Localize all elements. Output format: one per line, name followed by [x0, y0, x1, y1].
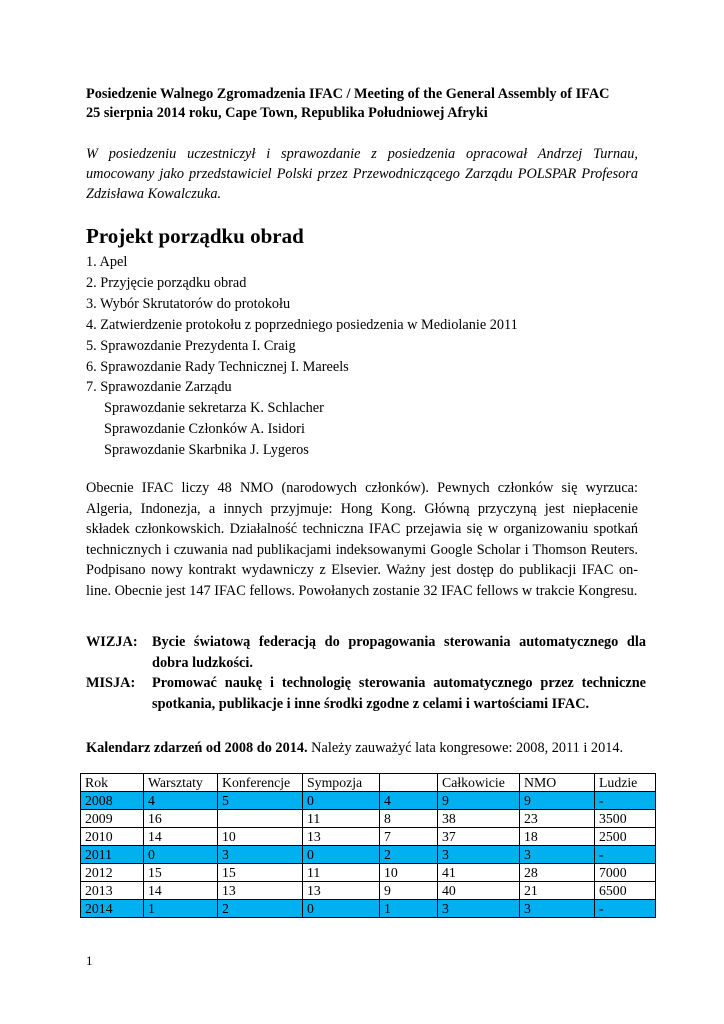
column-header: Warsztaty — [144, 774, 218, 792]
agenda-subitem: Sprawozdanie Skarbnika J. Lygeros — [104, 442, 309, 459]
table-cell: 9 — [520, 792, 595, 810]
table-cell: 7000 — [595, 864, 656, 882]
vision-text: Bycie światową federacją do propagowania sterowania automatycznego dla dobra ludzkości. — [152, 634, 646, 671]
table-cell: 3 — [520, 900, 595, 918]
table-cell: 2014 — [81, 900, 144, 918]
table-cell: 3 — [520, 846, 595, 864]
calendar-note: Należy zauważyć lata kongresowe: 2008, 2011 i 2014. — [307, 740, 624, 756]
table-cell: 2 — [380, 846, 438, 864]
table-cell: 0 — [303, 900, 380, 918]
table-cell: 0 — [303, 846, 380, 864]
table-cell: 9 — [380, 882, 438, 900]
table-cell: 2008 — [81, 792, 144, 810]
table-cell: 14 — [144, 882, 218, 900]
table-cell: 10 — [218, 828, 303, 846]
table-cell: 11 — [303, 864, 380, 882]
mission-label: MISJA: — [86, 675, 136, 691]
table-cell: 0 — [144, 846, 218, 864]
table-cell: 11 — [303, 810, 380, 828]
table-cell: 4 — [144, 792, 218, 810]
column-header: NMO — [520, 774, 595, 792]
column-header: Całkowicie — [438, 774, 520, 792]
table-cell: 3 — [438, 846, 520, 864]
table-cell: 2013 — [81, 882, 144, 900]
ifac-status-paragraph: Obecnie IFAC liczy 48 NMO (narodowych członków). Pewnych członków się wyrzuca: Algeria, Indonezja, a innych przyjmuje: Hong Kong. Główną przyczyną jest niepłacenie składek członkowskich. Działalność techniczna IFAC przejawia się w organizowaniu spotkań technicznych i czuwania nad publikacjami indeksowanymi Google Scholar i Thomson Reuters. Podpisano nowy kontrakt wydawniczy z Elsevier. Ważny jest dostęp do publikacji IFAC on-line. Obecnie jest 147 IFAC fellows. Powołanych zostanie 32 IFAC fellows w trakcie Kongresu. — [86, 480, 638, 599]
table-cell: 3500 — [595, 810, 656, 828]
column-header: Rok — [81, 774, 144, 792]
agenda-item: 3. Wybór Skrutatorów do protokołu — [86, 295, 291, 312]
column-header: Ludzie — [595, 774, 656, 792]
table-cell: 3 — [438, 900, 520, 918]
mission-row — [86, 673, 646, 714]
table-cell: 9 — [438, 792, 520, 810]
table-cell: 1 — [380, 900, 438, 918]
table-cell: 14 — [144, 828, 218, 846]
table-cell: 41 — [438, 864, 520, 882]
table-header-row — [81, 774, 656, 792]
column-header — [380, 774, 438, 792]
agenda-subitem: Sprawozdanie sekretarza K. Schlacher — [104, 400, 324, 417]
table-cell: 2010 — [81, 828, 144, 846]
table-cell: 2011 — [81, 846, 144, 864]
table-row — [81, 792, 656, 810]
table-cell: 13 — [218, 882, 303, 900]
table-row — [81, 900, 656, 918]
table-cell: 13 — [303, 882, 380, 900]
agenda-item: 1. Apel — [86, 254, 128, 270]
table-row — [81, 810, 656, 828]
table-row — [81, 846, 656, 864]
column-header: Sympozja — [303, 774, 380, 792]
agenda-subitem: Sprawozdanie Członków A. Isidori — [104, 421, 305, 438]
table-row — [81, 864, 656, 882]
table-cell: 38 — [438, 810, 520, 828]
page-number: 1 — [86, 953, 93, 968]
table-cell: 0 — [303, 792, 380, 810]
table-cell: 2 — [218, 900, 303, 918]
agenda-list — [86, 252, 518, 461]
agenda-heading: Projekt porządku obrad — [86, 224, 304, 248]
calendar-intro — [86, 739, 646, 758]
document-header — [86, 85, 646, 123]
column-header: Konferencje — [218, 774, 303, 792]
vision-mission — [86, 632, 646, 714]
table-cell: 2012 — [81, 864, 144, 882]
agenda-item: 5. Sprawozdanie Prezydenta I. Craig — [86, 337, 296, 354]
table-cell: 8 — [380, 810, 438, 828]
header-title: Posiedzenie Walnego Zgromadzenia IFAC / Meeting of the General Assembly of IFAC — [86, 86, 610, 102]
table-cell: 3 — [218, 846, 303, 864]
table-cell: 1 — [144, 900, 218, 918]
table-cell: 23 — [520, 810, 595, 828]
table-cell: 21 — [520, 882, 595, 900]
table-row — [81, 882, 656, 900]
table-cell: 4 — [380, 792, 438, 810]
table-cell: 10 — [380, 864, 438, 882]
table-cell — [218, 810, 303, 828]
calendar-title: Kalendarz zdarzeń od 2008 do 2014. — [86, 740, 308, 756]
vision-row — [86, 632, 646, 673]
table-cell: 6500 — [595, 882, 656, 900]
table-cell: 7 — [380, 828, 438, 846]
table-cell: 2009 — [81, 810, 144, 828]
table-cell: 28 — [520, 864, 595, 882]
intro-note: W posiedzeniu uczestniczył i sprawozdanie z posiedzenia opracował Andrzej Turnau, umocowany jako przedstawiciel Polski przez Przewodniczącego Zarządu POLSPAR Profesora Zdzisława Kowalczuka. — [86, 146, 638, 202]
agenda-item: 4. Zatwierdzenie protokołu z poprzedniego posiedzenia w Mediolanie 2011 — [86, 316, 518, 333]
table-cell: 5 — [218, 792, 303, 810]
table-cell: 13 — [303, 828, 380, 846]
header-date-location: 25 sierpnia 2014 roku, Cape Town, Republika Południowej Afryki — [86, 105, 488, 121]
agenda-item: 6. Sprawozdanie Rady Technicznej I. Mareels — [86, 358, 349, 375]
table-cell: - — [595, 900, 656, 918]
table-cell: 2500 — [595, 828, 656, 846]
events-table — [80, 773, 656, 918]
table-row — [81, 828, 656, 846]
table-cell: 18 — [520, 828, 595, 846]
table-cell: 37 — [438, 828, 520, 846]
table-cell: 16 — [144, 810, 218, 828]
table-cell: 15 — [218, 864, 303, 882]
table-cell: - — [595, 846, 656, 864]
table-cell: 40 — [438, 882, 520, 900]
agenda-item: 7. Sprawozdanie Zarządu — [86, 379, 232, 396]
table-cell: 15 — [144, 864, 218, 882]
vision-label: WIZJA: — [86, 634, 138, 650]
mission-text: Promować naukę i technologię sterowania automatycznego przez techniczne spotkania, publikacje i inne środki zgodne z celami i wartościami IFAC. — [152, 675, 646, 712]
agenda-item: 2. Przyjęcie porządku obrad — [86, 274, 247, 291]
table-cell: - — [595, 792, 656, 810]
